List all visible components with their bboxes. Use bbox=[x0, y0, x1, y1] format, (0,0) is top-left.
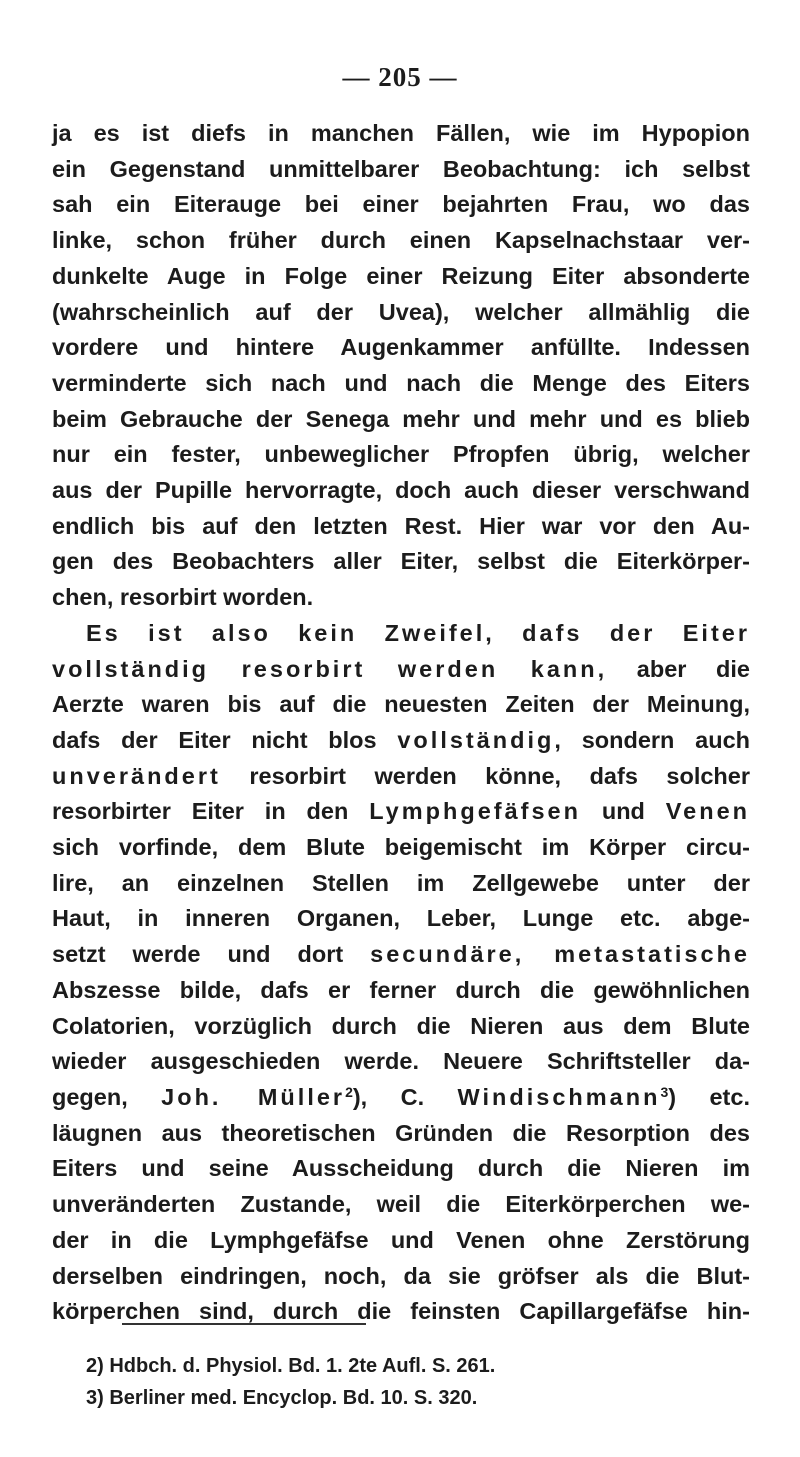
spaced-emphasis: vollständig resorbirt werden kann, bbox=[52, 655, 608, 682]
text-line: lire, an einzelnen Stellen im Zellgewebe unter der bbox=[52, 869, 750, 896]
text-line: der in die Lymphgefäfse und Venen ohne Zerstörung bbox=[52, 1226, 750, 1253]
text-line: Aerzte waren bis auf die neuesten Zeiten der Meinung, bbox=[52, 691, 750, 718]
text-line: vollständig resorbirt werden kann, aber die bbox=[52, 655, 750, 682]
text-line: vordere und hintere Augenkammer anfüllte. Indessen bbox=[52, 334, 750, 361]
body-text bbox=[52, 116, 750, 1330]
spaced-emphasis: vollständig bbox=[397, 726, 555, 753]
text-line: Haut, in inneren Organen, Leber, Lunge etc. abge- bbox=[52, 905, 750, 932]
text-line: unveränderten Zustande, weil die Eiterkörperchen we- bbox=[52, 1191, 750, 1218]
spaced-emphasis: Lymphgefäfsen bbox=[369, 798, 581, 825]
author-name: Joh. Müller bbox=[161, 1083, 346, 1110]
text-line bbox=[52, 616, 750, 652]
text-line: sah ein Eiterauge bei einer bejahrten Frau, wo das bbox=[52, 191, 750, 218]
text-line: sich vorfinde, dem Blute beigemischt im Körper circu- bbox=[52, 834, 750, 861]
footnote: 3) Berliner med. Encyclop. Bd. 10. S. 320. bbox=[86, 1387, 478, 1409]
spaced-emphasis: secundäre, metastatische bbox=[370, 941, 750, 968]
text-line: Eiters und seine Ausscheidung durch die Nieren im bbox=[52, 1155, 750, 1182]
footnotes bbox=[86, 1350, 746, 1414]
text-line: dafs der Eiter nicht blos vollständig, sondern auch bbox=[52, 726, 750, 753]
text-line: wieder ausgeschieden werde. Neuere Schriftsteller da- bbox=[52, 1048, 750, 1075]
text-line: (wahrscheinlich auf der Uvea), welcher allmählig die bbox=[52, 298, 750, 325]
text-line: linke, schon früher durch einen Kapselnachstaar ver- bbox=[52, 227, 750, 254]
footnote: 2) Hdbch. d. Physiol. Bd. 1. 2te Aufl. S. 261. bbox=[86, 1355, 496, 1377]
text-line: beim Gebrauche der Senega mehr und mehr und es blieb bbox=[52, 405, 750, 432]
text-line: resorbirter Eiter in den Lymphgefäfsen und Venen bbox=[52, 798, 750, 825]
text-line: Colatorien, vorzüglich durch die Nieren aus dem Blute bbox=[52, 1012, 750, 1039]
spaced-emphasis: Venen bbox=[665, 798, 750, 825]
text-line: aus der Pupille hervorragte, doch auch dieser verschwand bbox=[52, 477, 750, 504]
text-line: endlich bis auf den letzten Rest. Hier war vor den Au- bbox=[52, 512, 750, 539]
text-line: gegen, Joh. Müller$^2$), C. Windischmann$^3$) etc. bbox=[52, 1083, 750, 1110]
text-line: unverändert resorbirt werden könne, dafs solcher bbox=[52, 762, 750, 789]
spaced-emphasis: unverändert bbox=[52, 762, 221, 789]
footnote-divider bbox=[122, 1323, 366, 1325]
text-line: setzt werde und dort secundäre, metastatische bbox=[52, 941, 750, 968]
text-line: derselben eindringen, noch, da sie gröfser als die Blut- bbox=[52, 1262, 750, 1289]
page-number-header: — 205 — bbox=[342, 62, 458, 92]
text-line: verminderte sich nach und nach die Menge des Eiters bbox=[52, 369, 750, 396]
text-line: ja es ist diefs in manchen Fällen, wie im Hypopion bbox=[52, 120, 750, 146]
text-line: läugnen aus theoretischen Gründen die Resorption des bbox=[52, 1119, 750, 1146]
author-name: Windischmann bbox=[457, 1083, 661, 1110]
text-line: gen des Beobachters aller Eiter, selbst die Eiterkörper- bbox=[52, 548, 750, 575]
text-line: nur ein fester, unbeweglicher Pfropfen übrig, welcher bbox=[52, 441, 750, 468]
text-line: körperchen sind, durch die feinsten Capillargefäfse hin- bbox=[52, 1298, 750, 1325]
text-line: dunkelte Auge in Folge einer Reizung Eiter absonderte bbox=[52, 262, 750, 289]
text-line: Abszesse bilde, dafs er ferner durch die gewöhnlichen bbox=[52, 976, 750, 1003]
footnote-ref: 3 bbox=[660, 1083, 669, 1100]
spaced-emphasis: Es ist also kein Zweifel, dafs der Eiter bbox=[86, 619, 750, 646]
footnote-ref: 2 bbox=[345, 1083, 353, 1100]
text-line: ein Gegenstand unmittelbarer Beobachtung: ich selbst bbox=[52, 155, 750, 182]
text-line: chen, resorbirt worden. bbox=[52, 584, 314, 611]
